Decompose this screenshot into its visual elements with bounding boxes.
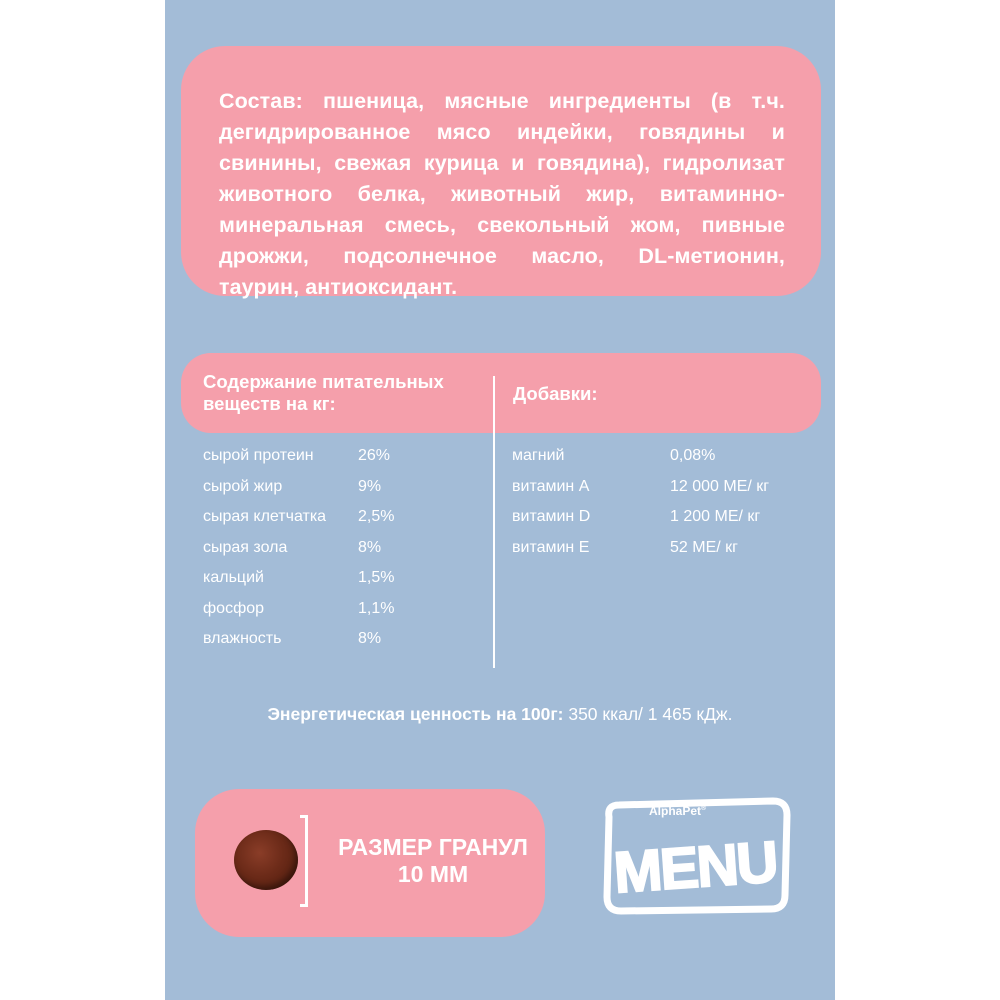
nutrient-name: сырой жир (203, 477, 283, 495)
energy-value: 350 ккал/ 1 465 кДж. (563, 704, 733, 724)
alphapet-menu-logo (595, 795, 795, 915)
size-bracket-icon (300, 815, 308, 907)
column-divider (493, 376, 495, 668)
nutrient-row (203, 441, 394, 472)
nutrients-list (203, 441, 394, 655)
additive-name: витамин D (512, 508, 591, 526)
energy-value-line (165, 704, 835, 725)
table-header-bar (181, 353, 821, 433)
nutrient-value: 8% (358, 538, 382, 556)
nutrient-row (203, 472, 394, 503)
nutrient-row (203, 533, 394, 564)
kibble-image (234, 830, 298, 890)
additive-row (512, 472, 769, 503)
nutrient-value: 2,5% (358, 508, 395, 526)
granule-size-card (195, 789, 545, 937)
nutrient-name: сырая зола (203, 538, 288, 556)
granule-size-text (323, 834, 543, 888)
additive-row (512, 502, 769, 533)
additive-value: 1 200 МЕ/ кг (670, 508, 761, 526)
composition-text: Состав: пшеница, мясные ингредиенты (в т.ч. дегидрированное мясо индейки, говядины и свинины, свежая курица и говядина), гидролизат животного белка, животный жир, витаминно-минеральная смесь, свекольный жом, пивные дрожжи, подсолнечное масло, DL-метионин, таурин, антиоксидант. (219, 89, 785, 299)
additives-title: Добавки: (513, 383, 598, 404)
granule-size-value: 10 ММ (397, 861, 469, 887)
additive-name: магний (512, 447, 565, 465)
logo-word: MENU (611, 829, 779, 906)
nutrient-row (203, 502, 394, 533)
additive-row (512, 533, 769, 564)
additive-name: витамин Е (512, 538, 590, 556)
energy-label: Энергетическая ценность на 100г: (267, 704, 564, 724)
nutrient-name: сырая клетчатка (203, 508, 327, 526)
nutrient-value: 8% (358, 630, 382, 648)
additives-list (512, 441, 769, 563)
nutrient-row (203, 594, 394, 625)
additive-row (512, 441, 769, 472)
logo-brand: AlphaPet® (649, 804, 707, 818)
nutrient-name: фосфор (203, 599, 265, 617)
nutrient-value: 1,5% (358, 569, 395, 587)
nutrient-row (203, 624, 394, 655)
nutrient-value: 9% (358, 477, 382, 495)
nutrient-name: кальций (203, 569, 264, 587)
composition-card (181, 46, 821, 299)
nutrient-value: 26% (358, 447, 391, 465)
additive-value: 12 000 МЕ/ кг (670, 477, 770, 495)
additive-value: 52 МЕ/ кг (670, 538, 738, 556)
nutrients-title: Содержание питательных веществ на кг: (203, 371, 444, 414)
product-info-panel (165, 0, 835, 1000)
nutrient-name: сырой протеин (203, 447, 314, 465)
additive-value: 0,08% (670, 447, 716, 465)
nutrient-name: влажность (203, 630, 282, 648)
nutrient-row (203, 563, 394, 594)
nutrient-value: 1,1% (358, 599, 395, 617)
additive-name: витамин А (512, 477, 590, 495)
granule-size-label: РАЗМЕР ГРАНУЛ (338, 834, 528, 860)
